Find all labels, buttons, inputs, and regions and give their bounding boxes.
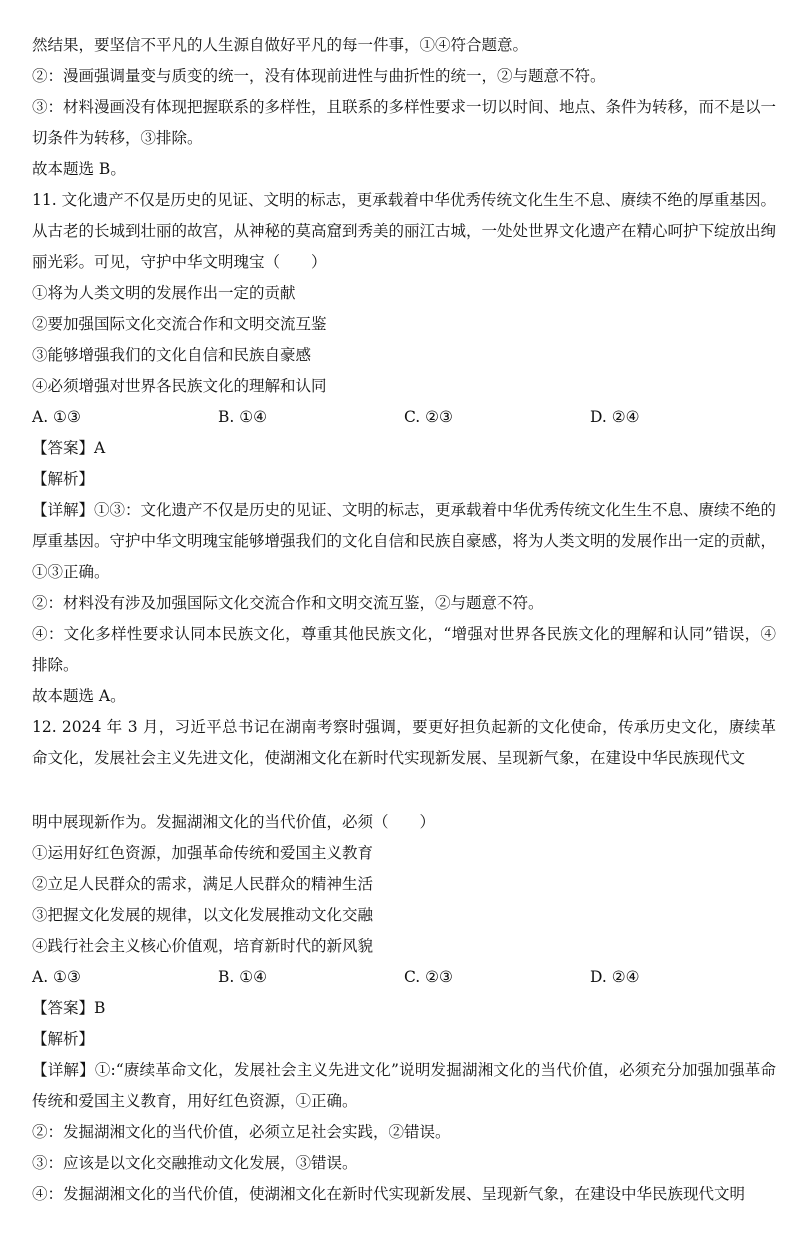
q12-item-2: ②立足人民群众的需求，满足人民群众的精神生活 [32,875,374,893]
q12-answer: 【答案】B [32,999,106,1017]
q11-item-1: ①将为人类文明的发展作出一定的贡献 [32,284,296,302]
prev-analysis-line-1: 然结果，要坚信不平凡的人生源自做好平凡的每一件事，①④符合题意。 [32,36,529,54]
q11-detail-3: ④：文化多样性要求认同本民族文化，尊重其他民族文化，“增强对世界各民族文化的理解和认同”错误，④排除。 [32,625,776,674]
q12-detail-1: 【详解】①:“赓续革命文化，发展社会主义先进文化”说明发掘湖湘文化的当代价值，必须充分加强加强革命传统和爱国主义教育，用好红色资源，①正确。 [32,1061,776,1110]
q12-option-c: C. ②③ [404,968,453,986]
q11-item-3: ③能够增强我们的文化自信和民族自豪感 [32,346,312,364]
q12-item-4: ④践行社会主义核心价值观，培育新时代的新风貌 [32,937,374,955]
q11-analysis-label: 【解析】 [32,470,95,488]
q11-detail-2: ②：材料没有涉及加强国际文化交流合作和文明交流互鉴，②与题意不符。 [32,594,544,612]
prev-analysis-line-2: ②：漫画强调量变与质变的统一，没有体现前进性与曲折性的统一，②与题意不符。 [32,67,606,85]
q12-option-d: D. ②④ [590,968,640,986]
q12-item-1: ①运用好红色资源，加强革命传统和爱国主义教育 [32,844,374,862]
q12-detail-3: ③：应该是以文化交融推动文化发展，③错误。 [32,1154,358,1172]
q12-item-3: ③把握文化发展的规律，以文化发展推动文化交融 [32,906,374,924]
q11-item-2: ②要加强国际文化交流合作和文明交流互鉴 [32,315,327,333]
q11-option-d: D. ②④ [590,408,640,426]
prev-analysis-line-3: ③：材料漫画没有体现把握联系的多样性，且联系的多样性要求一切以时间、地点、条件为转移，而不是以一切条件为转移，③排除。 [32,98,777,147]
q12-stem-part-2: 明中展现新作为。发掘湖湘文化的当代价值，必须（ ） [32,813,436,831]
q12-option-b: B. ①④ [218,968,268,986]
q11-option-b: B. ①④ [218,408,268,426]
q12-stem-gap [32,774,776,807]
q11-stem: 11. 文化遗产不仅是历史的见证、文明的标志，更承载着中华优秀传统文化生生不息、赓续不绝的厚重基因。从古老的长城到壮丽的故宫，从神秘的莫高窟到秀美的丽江古城，一处处世界文化遗产在精心呵护下绽放出绚丽光彩。可见，守护中华文明瑰宝（ ） [32,191,777,271]
q12-stem-part-1: 12. 2024 年 3 月，习近平总书记在湖南考察时强调，要更好担负起新的文化使命，传承历史文化，赓续革命文化，发展社会主义先进文化，使湖湘文化在新时代实现新发展、呈现新气象，在建设中华民族现代文 [32,718,776,767]
q11-item-4: ④必须增强对世界各民族文化的理解和认同 [32,377,327,395]
q11-options [32,402,776,433]
document-page [32,30,776,1210]
q11-conclusion: 故本题选 A。 [32,687,126,705]
prev-conclusion: 故本题选 B。 [32,160,126,178]
q12-detail-2: ②：发掘湖湘文化的当代价值，必须立足社会实践，②错误。 [32,1123,451,1141]
q12-option-a: A. ①③ [32,968,81,986]
q11-detail-1: 【详解】①③：文化遗产不仅是历史的见证、文明的标志，更承载着中华优秀传统文化生生不息、赓续不绝的厚重基因。守护中华文明瑰宝能够增强我们的文化自信和民族自豪感，将为人类文明的发展作出一定的贡献，①③正确。 [32,501,777,581]
q11-option-a: A. ①③ [32,408,81,426]
q12-options [32,962,776,993]
q11-answer: 【答案】A [32,439,106,457]
q12-analysis-label: 【解析】 [32,1030,95,1048]
q11-option-c: C. ②③ [404,408,453,426]
q12-detail-4: ④：发掘湖湘文化的当代价值，使湖湘文化在新时代实现新发展、呈现新气象，在建设中华民族现代文明 [32,1185,746,1203]
